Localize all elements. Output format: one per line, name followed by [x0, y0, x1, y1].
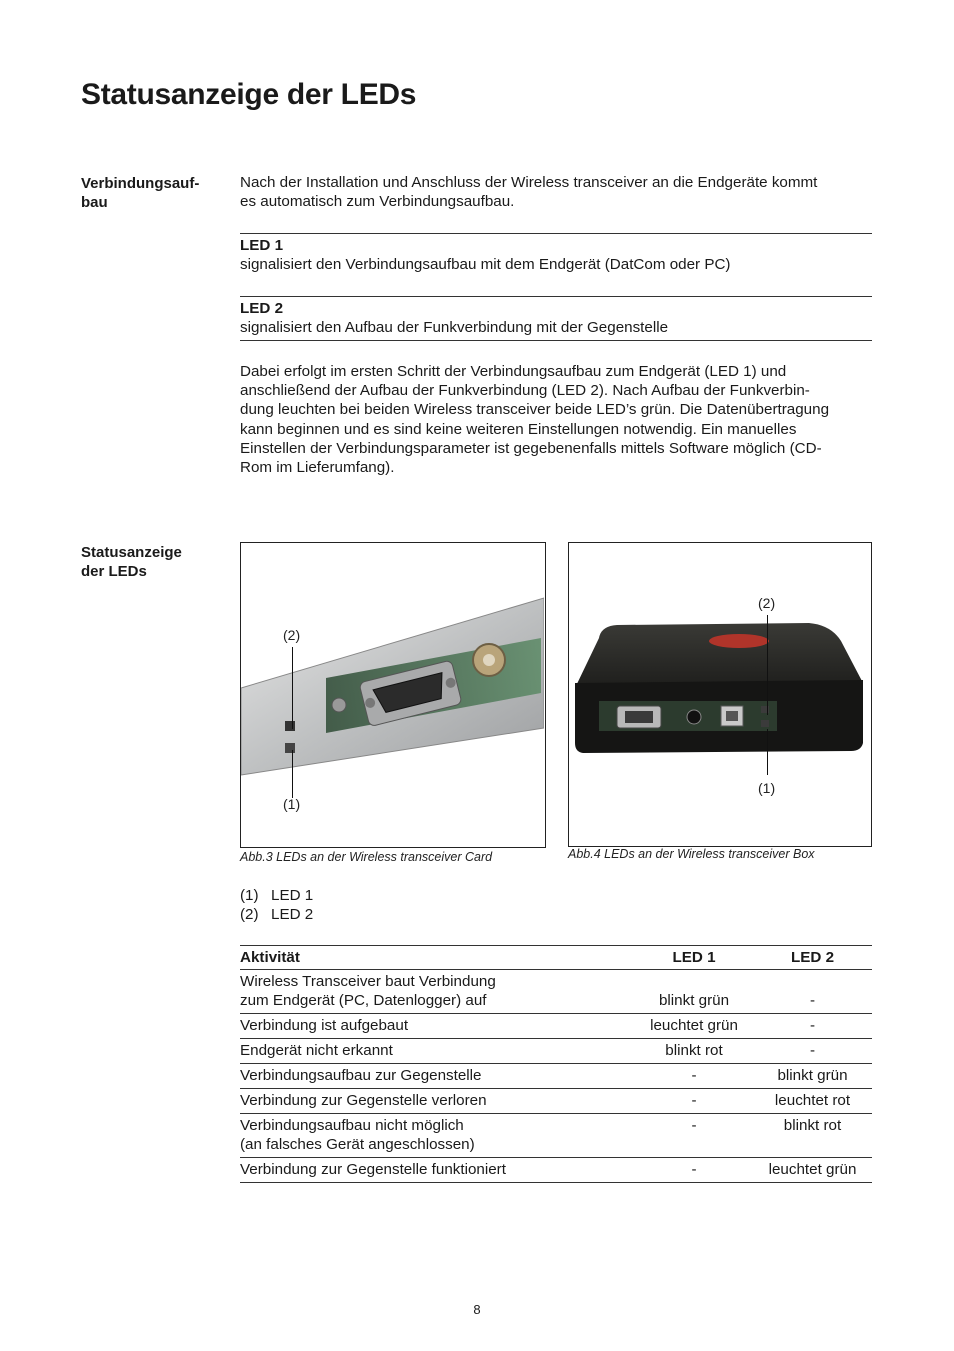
divider — [240, 296, 872, 297]
legend-text: LED 2 — [271, 906, 314, 923]
led2-cell: - — [753, 970, 872, 1014]
divider — [240, 233, 872, 234]
led1-text: signalisiert den Verbindungsaufbau mit dem Endgerät (DatCom oder PC) — [240, 256, 731, 274]
explanation-paragraph — [240, 362, 875, 477]
column-header-led2: LED 2 — [753, 946, 872, 970]
divider — [240, 340, 872, 341]
activity-cell — [240, 970, 635, 1014]
activity-line: Verbindungsaufbau nicht möglich — [240, 1117, 464, 1134]
intro-paragraph — [240, 173, 875, 211]
led2-title: LED 2 — [240, 300, 284, 317]
text-line: es automatisch zum Verbindungsaufbau. — [240, 193, 515, 211]
led1-cell: leuchtet grün — [635, 1014, 753, 1039]
led1-cell: - — [635, 1114, 753, 1158]
leader-line — [292, 750, 293, 798]
led1-cell: blinkt grün — [635, 970, 753, 1014]
led2-description — [240, 299, 875, 337]
section-label-line: Verbindungsauf- — [81, 175, 200, 192]
table-row — [240, 1089, 872, 1114]
box-photo — [569, 543, 870, 845]
legend-number: (1) — [240, 887, 259, 904]
led2-cell: - — [753, 1014, 872, 1039]
text-line: Nach der Installation und Anschluss der Wireless transceiver an die Endgeräte kommt — [240, 174, 818, 191]
callout-led1: (1) — [758, 780, 776, 796]
led1-title: LED 1 — [240, 237, 284, 254]
figure-transceiver-box — [568, 542, 872, 847]
page-title: Statusanzeige der LEDs — [81, 78, 417, 111]
table-row — [240, 970, 872, 1014]
activity-cell: Verbindungsaufbau zur Gegenstelle — [240, 1064, 635, 1089]
activity-cell: Verbindung zur Gegenstelle funktioniert — [240, 1158, 635, 1183]
section-label-line: bau — [81, 194, 108, 211]
legend-item — [240, 905, 313, 924]
table-row — [240, 1014, 872, 1039]
led1-cell: - — [635, 1089, 753, 1114]
led-status-table — [240, 945, 872, 1183]
activity-line: Wireless Transceiver baut Verbindung — [240, 973, 496, 990]
section-label-line: der LEDs — [81, 563, 147, 580]
activity-cell: Verbindung zur Gegenstelle verloren — [240, 1089, 635, 1114]
leader-line — [767, 729, 768, 775]
figure-transceiver-card — [240, 542, 546, 848]
text-line: dung leuchten bei beiden Wireless transceiver beide LED’s grün. Die Datenübertragung — [240, 401, 830, 419]
section-label-line: Statusanzeige — [81, 544, 182, 561]
text-line: kann beginnen und es sind keine weiteren Einstellungen notwendig. Ein manuelles — [240, 420, 797, 438]
led2-cell: - — [753, 1039, 872, 1064]
activity-cell: Endgerät nicht erkannt — [240, 1039, 635, 1064]
led1-description — [240, 236, 875, 274]
section-label-statusanzeige — [81, 543, 221, 581]
column-header-activity: Aktivität — [240, 946, 635, 970]
table-row — [240, 1064, 872, 1089]
figure-caption-3: Abb.3 LEDs an der Wireless transceiver Card — [240, 850, 493, 864]
legend-text: LED 1 — [271, 887, 314, 904]
column-header-led1: LED 1 — [635, 946, 753, 970]
figure-legend — [240, 886, 313, 924]
led2-cell: blinkt rot — [753, 1114, 872, 1158]
text-line: Rom im Lieferumfang). — [240, 459, 395, 477]
led1-cell: - — [635, 1158, 753, 1183]
page-number: 8 — [473, 1302, 481, 1317]
figure-caption-4: Abb.4 LEDs an der Wireless transceiver Box — [568, 847, 815, 861]
led2-text: signalisiert den Aufbau der Funkverbindung mit der Gegenstelle — [240, 319, 669, 337]
table-row — [240, 1158, 872, 1183]
led1-cell: blinkt rot — [635, 1039, 753, 1064]
callout-led1: (1) — [283, 796, 301, 812]
table-header-row — [240, 946, 872, 970]
table-row — [240, 1039, 872, 1064]
section-label-verbindungsaufbau — [81, 174, 221, 212]
table-row — [240, 1114, 872, 1158]
activity-cell: Verbindung ist aufgebaut — [240, 1014, 635, 1039]
led1-cell: - — [635, 1064, 753, 1089]
activity-line: (an falsches Gerät angeschlossen) — [240, 1136, 475, 1153]
callout-led2: (2) — [758, 595, 776, 611]
led2-cell: blinkt grün — [753, 1064, 872, 1089]
text-line: anschließend der Aufbau der Funkverbindung (LED 2). Nach Aufbau der Funkverbin- — [240, 382, 810, 400]
leader-line — [292, 647, 293, 729]
legend-item — [240, 886, 313, 905]
text-line: Einstellen der Verbindungsparameter ist gegebenenfalls mittels Software möglich (CD- — [240, 439, 822, 457]
activity-cell — [240, 1114, 635, 1158]
led2-cell: leuchtet rot — [753, 1089, 872, 1114]
callout-led2: (2) — [283, 627, 301, 643]
text-line: Dabei erfolgt im ersten Schritt der Verbindungsaufbau zum Endgerät (LED 1) und — [240, 363, 787, 380]
leader-line — [767, 615, 768, 715]
led2-cell: leuchtet grün — [753, 1158, 872, 1183]
activity-line: zum Endgerät (PC, Datenlogger) auf — [240, 992, 487, 1009]
legend-number: (2) — [240, 906, 259, 923]
